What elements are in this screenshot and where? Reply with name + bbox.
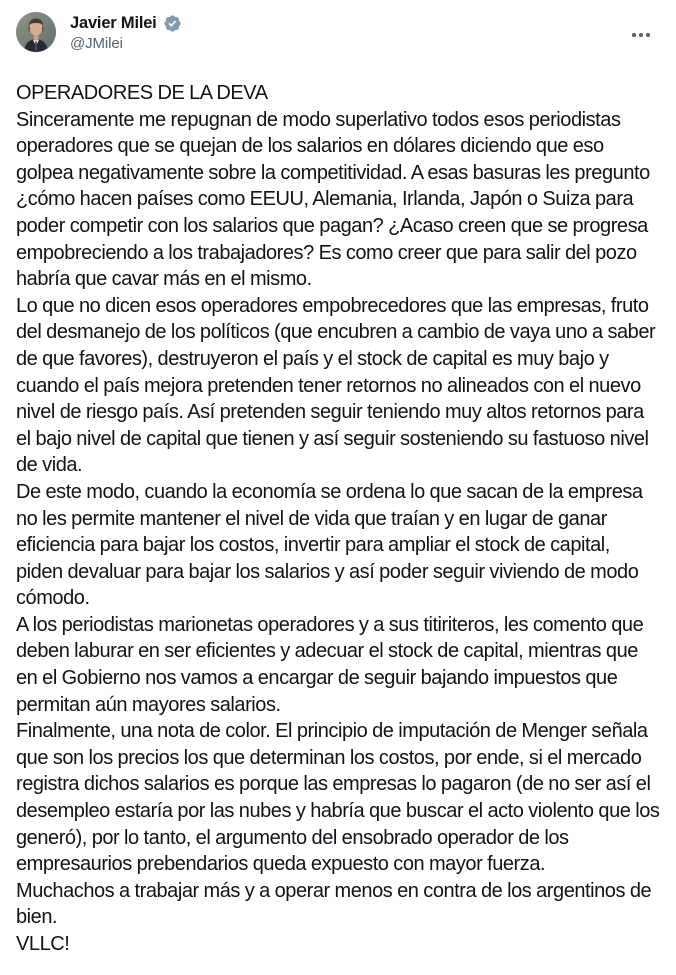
- tweet-paragraph: De este modo, cuando la economía se ordena lo que sacan de la empresa no les permite mantener el nivel de vida que traían y en lugar de ganar eficiencia para bajar los costos, invertir para ampliar el stock de capital, piden devaluar para bajar los salarios y así poder seguir viviendo de modo cómodo.: [16, 480, 648, 610]
- tweet-paragraph: VLLC!: [16, 933, 70, 955]
- tweet-paragraph: OPERADORES DE LA DEVA: [16, 82, 268, 104]
- tweet-paragraph: Sinceramente me repugnan de modo superlativo todos esos periodistas operadores que se quejan de los salarios en dólares diciendo que eso golpea negativamente sobre la competitividad. A esas basuras les pregunto ¿cómo hacen países como EEUU, Alemania, Irlanda, Japón o Suiza para poder competir con los salarios que pagan? ¿Acaso creen que se progresa empobreciendo a los trabajadores? Es como creer que para salir del pozo habría que cavar más en el mismo.: [16, 108, 655, 291]
- more-options-button[interactable]: [624, 18, 658, 52]
- profile-avatar[interactable]: [16, 12, 56, 52]
- more-dots-icon: [639, 33, 643, 37]
- more-dots-icon: [646, 33, 650, 37]
- avatar-portrait-icon: [16, 12, 56, 52]
- verified-badge-icon: [163, 14, 182, 33]
- name-row: [70, 13, 182, 33]
- tweet-paragraph: A los periodistas marionetas operadores y a sus titiriteros, les comento que deben laburar en ser eficientes y adecuar el stock de capital, mientras que en el Gobierno nos vamos a encargar de seguir bajando impuestos que permitan aún mayores salarios.: [16, 613, 649, 716]
- more-dots-icon: [632, 33, 636, 37]
- user-info-link[interactable]: [70, 12, 182, 54]
- tweet-header: [16, 12, 660, 54]
- tweet-paragraph: Muchachos a trabajar más y a operar menos en contra de los argentinos de bien.: [16, 879, 656, 929]
- tweet-paragraph: Lo que no dicen esos operadores empobrecedores que las empresas, fruto del desmanejo de los políticos (que encubren a cambio de vaya uno a saber de que favores), destruyeron el país y el stock de capital es muy bajo y cuando el país mejora pretenden tener retornos no alineados con el nuevo nivel de riesgo país. Así pretenden seguir teniendo muy altos retornos para el bajo nivel de capital que tienen y así seguir sosteniendo su fastuoso nivel de vida.: [16, 294, 661, 477]
- user-handle: @JMilei: [70, 35, 123, 52]
- display-name: Javier Milei: [70, 14, 157, 32]
- tweet-text: [16, 80, 665, 958]
- tweet-paragraph: Finalmente, una nota de color. El principio de imputación de Menger señala que son los precios los que determinan los costos, por ende, si el mercado registra dichos salarios es porque las empresas lo pagaron (de no ser así el desempleo estaría por las nubes y habría que buscar el acto violento que los generó), por lo tanto, el argumento del ensobrado operador de los empresaurios prebendarios queda expuesto con mayor fuerza.: [16, 720, 665, 876]
